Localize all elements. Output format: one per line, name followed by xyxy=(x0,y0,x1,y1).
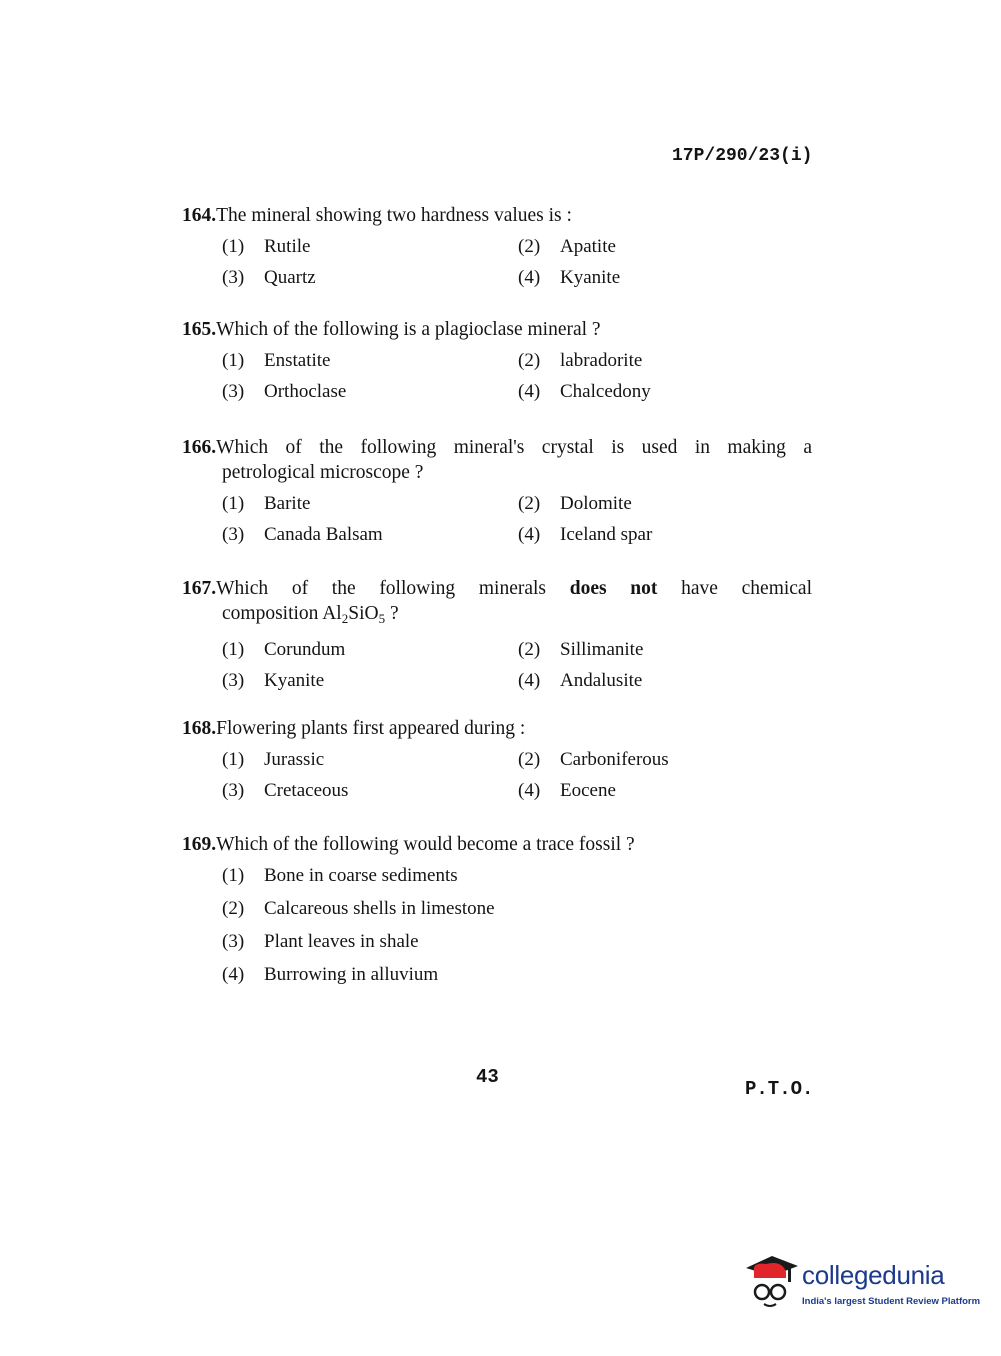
pto-label: P.T.O. xyxy=(745,1078,814,1100)
option-4: (4) Eocene xyxy=(518,780,616,801)
question-167 xyxy=(182,576,812,693)
brand-name: collegedunia xyxy=(802,1260,945,1290)
question-number: 166. xyxy=(182,437,217,458)
question-number: 169. xyxy=(182,834,217,855)
option-2: (2) Dolomite xyxy=(518,493,632,514)
option-1: (1) Enstatite xyxy=(222,350,331,371)
question-number: 165. xyxy=(182,319,217,340)
question-number: 164. xyxy=(182,205,217,226)
option-2: (2) Calcareous shells in limestone xyxy=(222,898,495,919)
option-2: (2) labradorite xyxy=(518,350,643,371)
option-4: (4) Chalcedony xyxy=(518,381,651,402)
question-168 xyxy=(182,716,812,803)
question-166 xyxy=(182,435,812,547)
collegedunia-watermark xyxy=(742,1250,981,1310)
option-4: (4) Kyanite xyxy=(518,267,621,288)
option-2: (2) Carboniferous xyxy=(518,749,669,770)
option-3: (3) Kyanite xyxy=(222,670,325,691)
question-169 xyxy=(182,832,812,987)
option-2: (2) Apatite xyxy=(518,236,616,257)
option-3: (3) Quartz xyxy=(222,267,316,288)
option-1: (1) Bone in coarse sediments xyxy=(222,865,458,886)
question-165 xyxy=(182,317,812,404)
option-1: (1) Corundum xyxy=(222,639,346,660)
question-164 xyxy=(182,203,812,290)
page-code: 17P/290/23(i) xyxy=(672,146,813,166)
option-1: (1) Rutile xyxy=(222,236,311,257)
question-text: The mineral showing two hardness values is : xyxy=(216,205,572,226)
option-3: (3) Cretaceous xyxy=(222,780,349,801)
option-4: (4) Andalusite xyxy=(518,670,643,691)
question-text-continued: composition $Al_2SiO_5$ ? xyxy=(222,603,399,626)
question-text: Which of the following would become a trace fossil ? xyxy=(216,834,635,855)
option-3: (3) Canada Balsam xyxy=(222,524,383,545)
question-text-continued: petrological microscope ? xyxy=(222,462,424,483)
question-text: Which of the following minerals does not have chemical xyxy=(216,578,813,599)
question-text: Flowering plants first appeared during : xyxy=(216,718,526,739)
question-text: Which of the following mineral's crystal is used in making a xyxy=(216,437,812,458)
question-text: Which of the following is a plagioclase mineral ? xyxy=(216,319,601,340)
brand-tagline: India's largest Student Review Platform xyxy=(802,1296,981,1307)
option-3: (3) Plant leaves in shale xyxy=(222,931,419,952)
emphasis-does-not: does not xyxy=(569,578,658,599)
option-1: (1) Barite xyxy=(222,493,311,514)
question-number: 167. xyxy=(182,578,217,599)
mascot-icon xyxy=(742,1250,800,1310)
option-3: (3) Orthoclase xyxy=(222,381,347,402)
page-number: 43 xyxy=(476,1066,499,1088)
option-1: (1) Jurassic xyxy=(222,749,325,770)
option-4: (4) Burrowing in alluvium xyxy=(222,964,439,985)
option-2: (2) Sillimanite xyxy=(518,639,644,660)
question-number: 168. xyxy=(182,718,217,739)
option-4: (4) Iceland spar xyxy=(518,524,653,545)
